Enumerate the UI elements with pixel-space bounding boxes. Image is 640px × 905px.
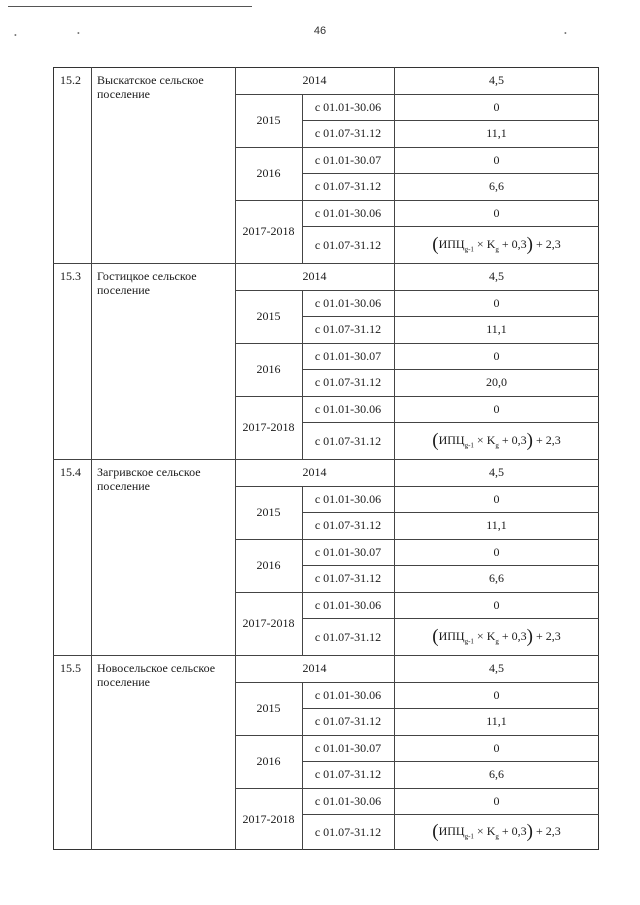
year-label: 2014: [302, 465, 327, 480]
formula-k: K: [486, 824, 496, 838]
value-cell: 0: [493, 348, 500, 363]
section-number: 15.2: [60, 73, 81, 87]
row-divider: [302, 512, 599, 513]
settlement-name: Загривское сельское поселение: [97, 465, 201, 493]
period-label: с 01.07-31.12: [314, 825, 382, 839]
formula-plus-inner: + 0,3: [501, 432, 527, 447]
row-divider: [235, 396, 599, 397]
period-label: с 01.01-30.07: [314, 348, 382, 363]
period-label: с 01.01-30.06: [314, 295, 382, 310]
value-cell: 11,1: [486, 714, 507, 729]
year-label: 2016: [256, 166, 281, 180]
formula-ipc: ИПЦ: [438, 236, 465, 251]
year-label: 2014: [302, 269, 327, 284]
settlement-name: Новосельское сельское поселение: [97, 661, 216, 689]
value-cell: 0: [493, 99, 500, 114]
row-divider: [235, 682, 599, 683]
year-label: 2014: [302, 73, 327, 88]
year-label: 2015: [256, 701, 281, 715]
period-label: с 01.07-31.12: [314, 375, 382, 390]
period-label: с 01.07-31.12: [314, 237, 382, 252]
value-cell: 6,6: [489, 571, 504, 586]
col-divider-num: [91, 263, 92, 459]
row-divider: [302, 761, 599, 762]
row-divider: [302, 120, 599, 121]
formula-k: K: [486, 236, 496, 251]
period-label: с 01.01-30.07: [314, 544, 382, 559]
paren-open: (: [432, 233, 439, 255]
col-divider-num: [91, 67, 92, 263]
row-divider: [302, 618, 599, 619]
year-label: 2017-2018: [242, 420, 295, 435]
year-label: 2016: [256, 362, 281, 376]
formula-ipc: ИПЦ: [438, 824, 465, 838]
value-cell: 4,5: [489, 269, 504, 284]
page-number: 46: [313, 25, 327, 37]
period-label: с 01.01-30.06: [314, 597, 382, 612]
tariff-formula: [394, 821, 599, 843]
year-label: 2016: [256, 558, 281, 572]
value-cell: 0: [493, 491, 500, 506]
paren-close: ): [526, 821, 533, 842]
period-label: с 01.07-31.12: [314, 518, 382, 533]
year-label: 2015: [256, 309, 281, 323]
formula-plus-inner: + 0,3: [501, 236, 527, 251]
scan-mark: •: [77, 29, 80, 38]
row-divider: [302, 422, 599, 423]
formula-times: ×: [476, 824, 484, 838]
period-label: с 01.07-31.12: [314, 179, 382, 194]
formula-plus-outer: + 2,3: [535, 628, 561, 643]
formula-plus-outer: + 2,3: [535, 824, 561, 838]
paren-close: ): [526, 233, 533, 255]
top-rule: [8, 6, 252, 7]
value-cell: 4,5: [489, 661, 504, 676]
row-divider: [235, 290, 599, 291]
formula-ipc-sub: g-1: [464, 440, 474, 449]
formula-ipc-sub: g-1: [464, 832, 474, 841]
period-label: с 01.01-30.06: [314, 793, 382, 808]
value-cell: 0: [493, 687, 500, 702]
value-cell: 0: [493, 205, 500, 220]
settlement-name: Выскатское сельское поселение: [97, 73, 204, 101]
value-cell: 11,1: [486, 322, 507, 337]
year-label: 2015: [256, 113, 281, 127]
value-cell: 4,5: [489, 465, 504, 480]
section-divider: [53, 459, 599, 460]
formula-plus-outer: + 2,3: [535, 432, 561, 447]
period-label: с 01.01-30.06: [314, 401, 382, 416]
period-label: с 01.01-30.06: [314, 205, 382, 220]
paren-close: ): [526, 429, 533, 451]
paren-open: (: [432, 821, 439, 842]
value-cell: 0: [493, 544, 500, 559]
row-divider: [302, 316, 599, 317]
period-label: с 01.01-30.07: [314, 152, 382, 167]
paren-open: (: [432, 625, 439, 647]
period-label: с 01.01-30.06: [314, 491, 382, 506]
row-divider: [302, 708, 599, 709]
paren-open: (: [432, 429, 439, 451]
value-cell: 0: [493, 597, 500, 612]
formula-k: K: [486, 432, 496, 447]
period-label: с 01.01-30.07: [314, 740, 382, 755]
section-number: 15.5: [60, 661, 81, 675]
period-label: с 01.07-31.12: [314, 322, 382, 337]
settlement-name: Гостицкое сельское поселение: [97, 269, 197, 297]
formula-ipc-sub: g-1: [464, 244, 474, 253]
value-cell: 0: [493, 295, 500, 310]
value-cell: 20,0: [486, 375, 507, 390]
period-label: с 01.01-30.06: [314, 99, 382, 114]
row-divider: [235, 94, 599, 95]
formula-plus-outer: + 2,3: [535, 236, 561, 251]
col-divider-num: [91, 459, 92, 655]
tariff-formula: [394, 626, 599, 648]
formula-times: ×: [476, 236, 484, 251]
section-divider: [53, 263, 599, 264]
year-label: 2015: [256, 505, 281, 519]
formula-times: ×: [476, 432, 484, 447]
period-label: с 01.07-31.12: [314, 629, 382, 644]
row-divider: [302, 814, 599, 815]
value-cell: 4,5: [489, 73, 504, 88]
row-divider: [302, 565, 599, 566]
value-cell: 6,6: [489, 767, 504, 782]
year-label: 2017-2018: [242, 224, 295, 239]
year-label: 2014: [302, 661, 327, 676]
row-divider: [302, 173, 599, 174]
section-number: 15.3: [60, 269, 81, 283]
formula-k-sub: g: [495, 244, 499, 253]
period-label: с 01.07-31.12: [314, 714, 382, 729]
formula-ipc: ИПЦ: [438, 628, 465, 643]
row-divider: [235, 788, 599, 789]
row-divider: [302, 369, 599, 370]
value-cell: 0: [493, 401, 500, 416]
formula-ipc-sub: g-1: [464, 636, 474, 645]
period-label: с 01.07-31.12: [314, 126, 382, 141]
col-divider-num: [91, 655, 92, 850]
year-label: 2017-2018: [242, 811, 295, 826]
formula-k-sub: g: [495, 832, 499, 841]
formula-times: ×: [476, 628, 484, 643]
formula-k-sub: g: [495, 636, 499, 645]
row-divider: [235, 539, 599, 540]
tariff-formula: [394, 234, 599, 256]
scan-mark: •: [14, 31, 17, 40]
section-number: 15.4: [60, 465, 81, 479]
row-divider: [235, 200, 599, 201]
row-divider: [235, 147, 599, 148]
year-label: 2017-2018: [242, 616, 295, 631]
formula-ipc: ИПЦ: [438, 432, 465, 447]
value-cell: 0: [493, 740, 500, 755]
value-cell: 0: [493, 793, 500, 808]
formula-k: K: [486, 628, 496, 643]
row-divider: [235, 592, 599, 593]
section-divider: [53, 655, 599, 656]
formula-k-sub: g: [495, 440, 499, 449]
value-cell: 11,1: [486, 518, 507, 533]
formula-plus-inner: + 0,3: [501, 824, 527, 838]
value-cell: 11,1: [486, 126, 507, 141]
row-divider: [235, 343, 599, 344]
scan-mark: •: [564, 29, 567, 38]
tariff-formula: [394, 430, 599, 452]
row-divider: [302, 226, 599, 227]
paren-close: ): [526, 625, 533, 647]
period-label: с 01.01-30.06: [314, 687, 382, 702]
period-label: с 01.07-31.12: [314, 571, 382, 586]
period-label: с 01.07-31.12: [314, 767, 382, 782]
value-cell: 0: [493, 152, 500, 167]
value-cell: 6,6: [489, 179, 504, 194]
row-divider: [235, 486, 599, 487]
year-label: 2016: [256, 754, 281, 768]
row-divider: [235, 735, 599, 736]
formula-plus-inner: + 0,3: [501, 628, 527, 643]
period-label: с 01.07-31.12: [314, 433, 382, 448]
